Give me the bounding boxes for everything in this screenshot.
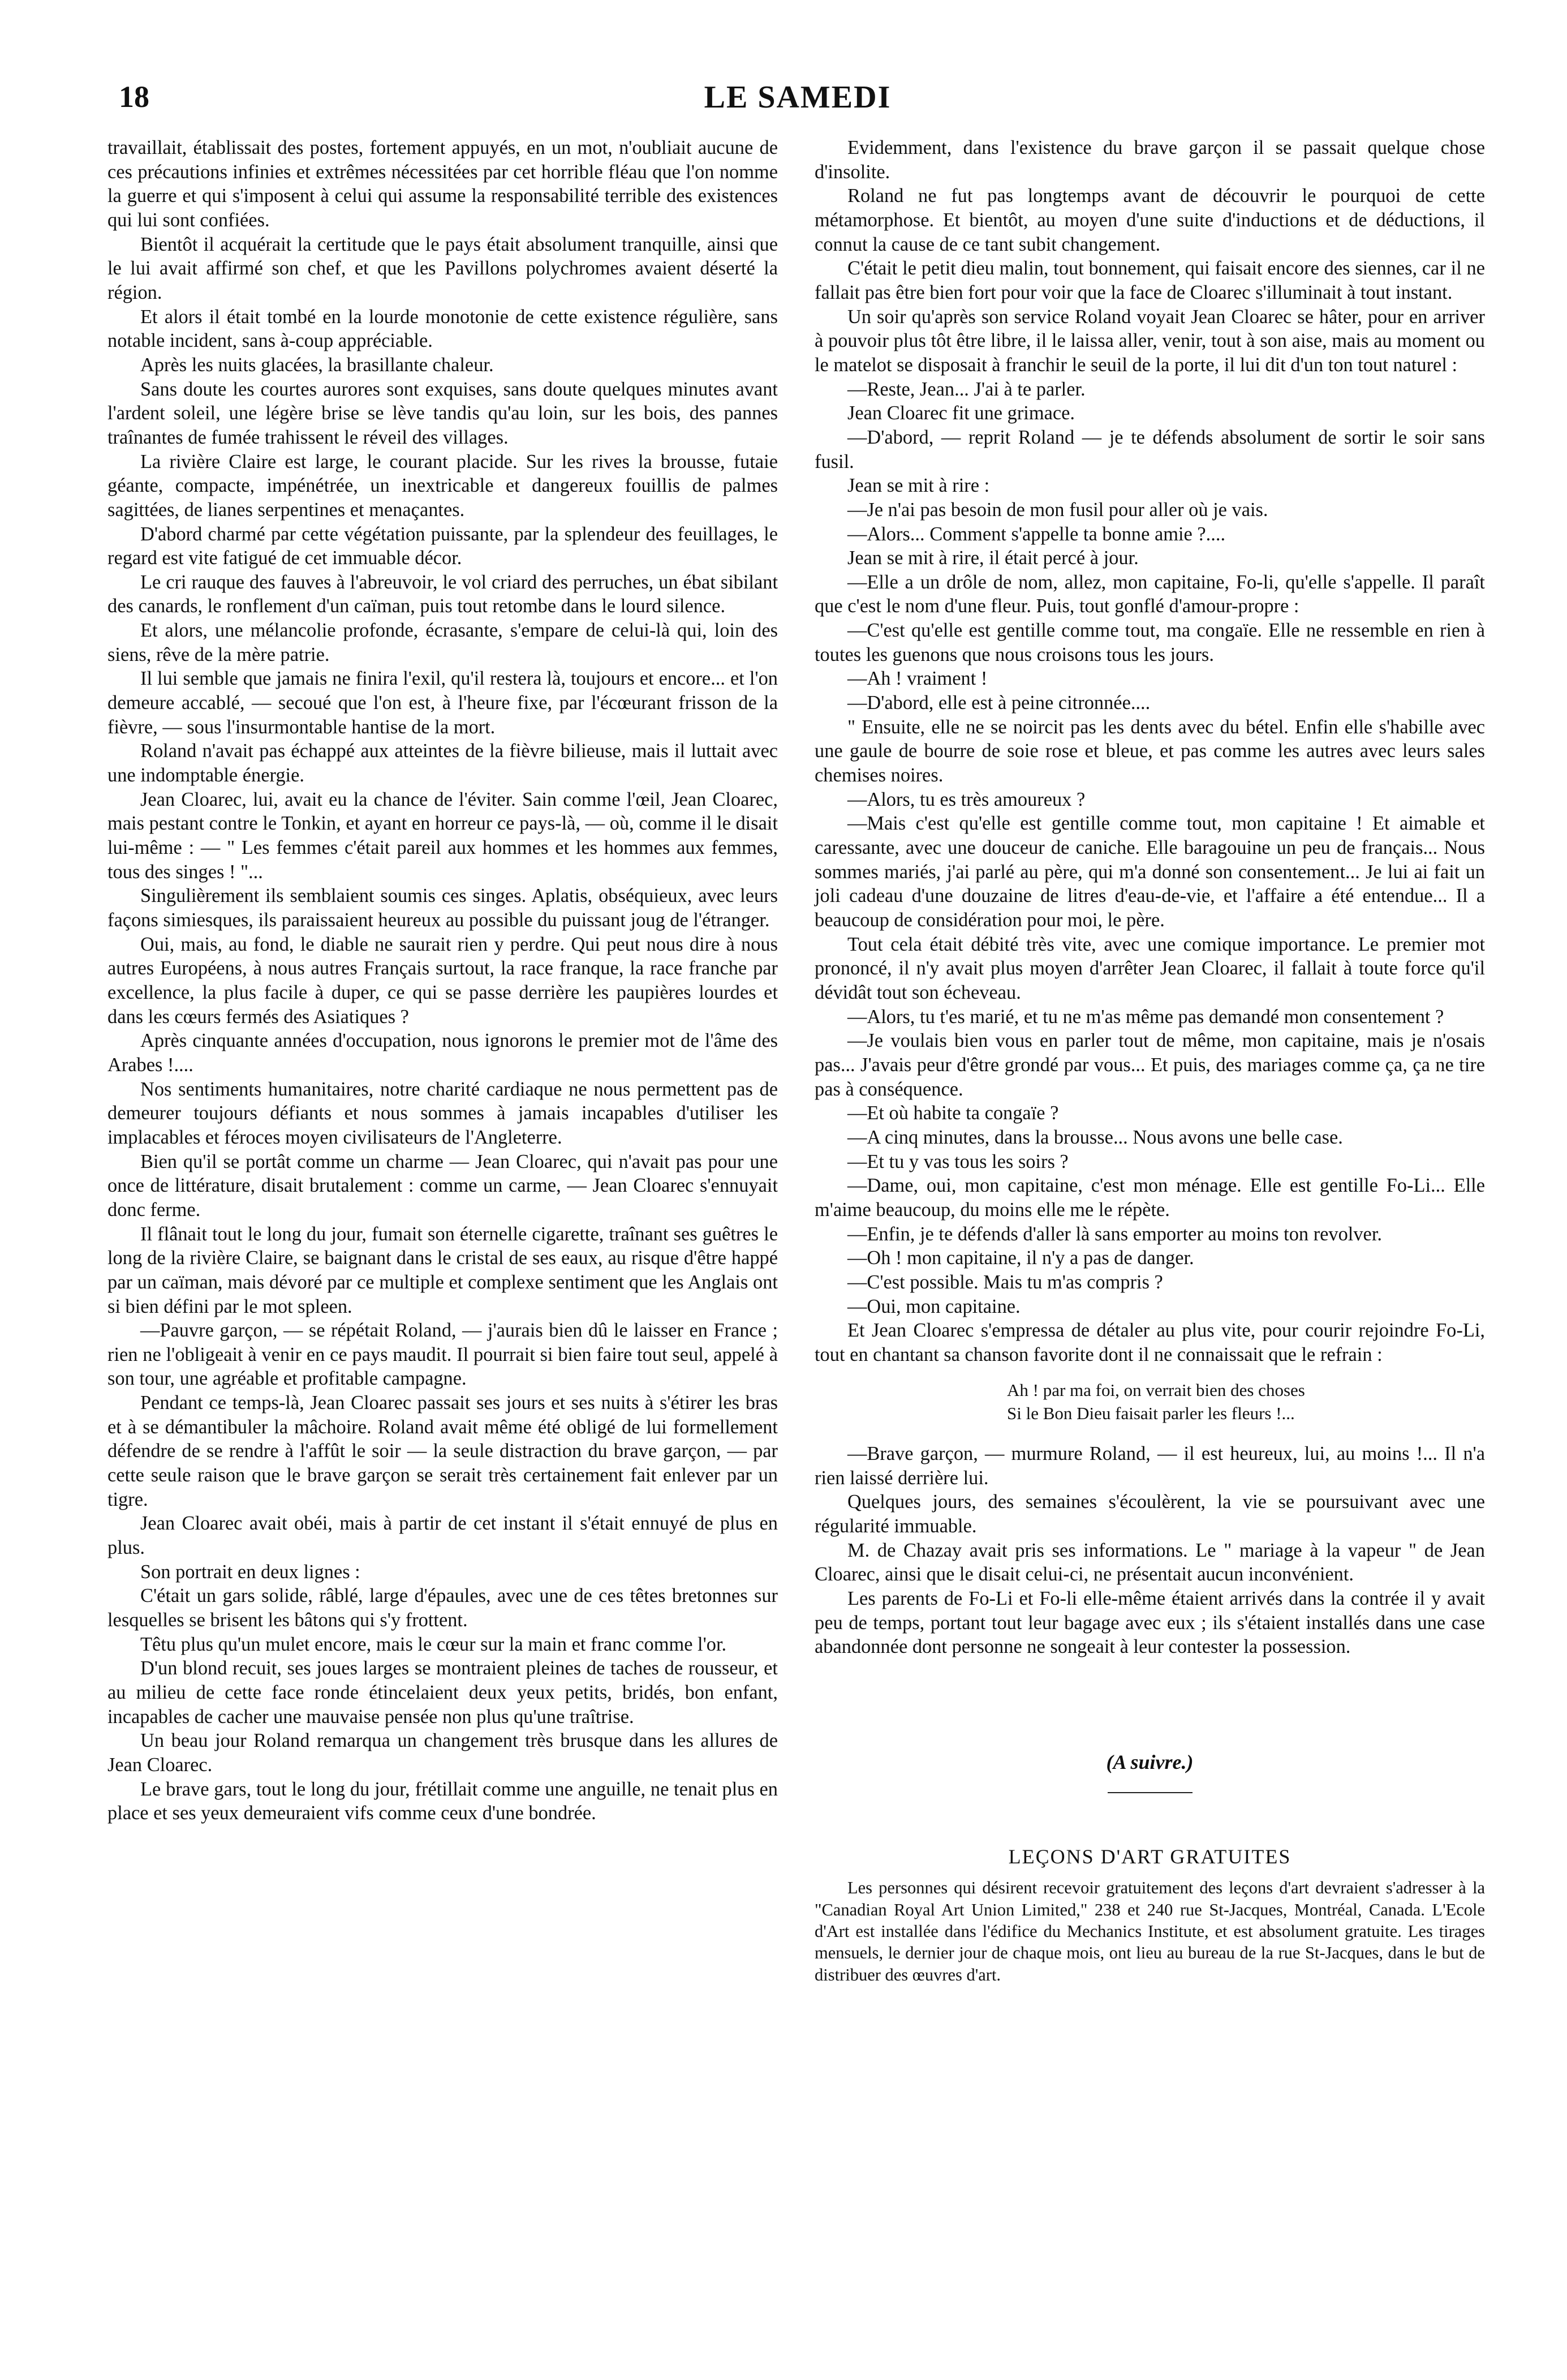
- paragraph: Singulièrement ils semblaient soumis ces singes. Aplatis, obséquieux, avec leurs façons simiesques, ils paraissaient heureux au possible du puissant joug de l'étranger.: [107, 885, 778, 931]
- dialogue-line: —Et tu y vas tous les soirs ?: [847, 1150, 1069, 1172]
- dialogue-line: —A cinq minutes, dans la brousse... Nous avons une belle case.: [847, 1126, 1343, 1148]
- paragraph: Jean Cloarec, lui, avait eu la chance de l'éviter. Sain comme l'œil, Jean Cloarec, mais pestant contre le Tonkin, et ayant en horreur ce pays-là, — où, comme il le disait lui-même : — " Les femmes c'était pareil aux hommes et les hommes aux femmes, tous des singes ! "...: [107, 788, 778, 883]
- notice-box: [815, 1844, 1485, 1986]
- paragraph: Quelques jours, des semaines s'écoulèrent, la vie se poursuivant avec une régularité immuable.: [815, 1491, 1485, 1537]
- paragraph: Le cri rauque des fauves à l'abreuvoir, le vol criard des perruches, un ébat sibilant des canards, le ronflement d'un caïman, puis tout retombe dans le lourd silence.: [107, 571, 778, 617]
- dialogue-line: —D'abord, elle est à peine citronnée....: [847, 692, 1151, 714]
- dialogue-line: —Alors... Comment s'appelle ta bonne amie ?....: [847, 523, 1226, 545]
- paragraph: Roland ne fut pas longtemps avant de découvrir le pourquoi de cette métamorphose. Et bientôt, au moyen d'une suite d'inductions et de déductions, il connut la cause de ce tant subit changement.: [815, 185, 1485, 255]
- paragraph: Jean se mit à rire :: [847, 475, 990, 497]
- paragraph: Son portrait en deux lignes :: [140, 1561, 360, 1583]
- dialogue-line: —Alors, tu t'es marié, et tu ne m'as même pas demandé mon consentement ?: [847, 1006, 1444, 1028]
- paragraph: Nos sentiments humanitaires, notre charité cardiaque ne nous permettent pas de demeurer toujours défiants et nous sommes à jamais incapables d'utiliser les implacables et féroces moyen civilisateurs de l'Angleterre.: [107, 1078, 778, 1148]
- paragraph: Tout cela était débité très vite, avec une comique importance. Le premier mot prononcé, il n'y avait plus moyen d'arrêter Jean Cloarec, il fallait à toute force qu'il dévidât tout son écheveau.: [815, 933, 1485, 1003]
- paragraph: Roland n'avait pas échappé aux atteintes de la fièvre bilieuse, mais il luttait avec une indomptable énergie.: [107, 740, 778, 787]
- dialogue-line: —Reste, Jean... J'ai à te parler.: [847, 378, 1086, 400]
- paragraph: Après cinquante années d'occupation, nous ignorons le premier mot de l'âme des Arabes !....: [107, 1030, 778, 1076]
- dialogue-line: —Alors, tu es très amoureux ?: [847, 788, 1086, 810]
- right-column: [815, 136, 1485, 1986]
- dialogue-line: —Et où habite ta congaïe ?: [847, 1102, 1059, 1124]
- dialogue-line: —Ah ! vraiment !: [847, 668, 988, 690]
- verse-line: Si le Bon Dieu faisait parler les fleurs !...: [1007, 1403, 1295, 1423]
- paragraph: Les parents de Fo-Li et Fo-li elle-même étaient arrivés dans la contrée il y avait peu de temps, portant tout leur bagage avec eux ; ils s'étaient installés dans une case abandonnée dont personne ne songeait à leur contester la possession.: [815, 1588, 1485, 1658]
- paragraph: Et alors, une mélancolie profonde, écrasante, s'empare de celui-là qui, loin des siens, rêve de la mère patrie.: [107, 620, 778, 665]
- paragraph: Et alors il était tombé en la lourde monotonie de cette existence régulière, sans notable incident, sans à-coup appréciable.: [107, 306, 778, 352]
- paragraph: Un soir qu'après son service Roland voyait Jean Cloarec se hâter, pour en arriver à pouvoir plus tôt être libre, il le laissa aller, venir, tout à son aise, mais au moment ou le matelot se disposait à franchir le seuil de la porte, il lui dit d'un ton tout naturel :: [815, 306, 1485, 376]
- paragraph: Jean Cloarec fit une grimace.: [847, 402, 1075, 424]
- paragraph: Têtu plus qu'un mulet encore, mais le cœur sur la main et franc comme l'or.: [140, 1633, 727, 1655]
- song-refrain: [1007, 1379, 1485, 1425]
- paragraph: Evidemment, dans l'existence du brave garçon il se passait quelque chose d'insolite.: [815, 137, 1485, 183]
- dialogue-line: —Dame, oui, mon capitaine, c'est mon ménage. Elle est gentille Fo-Li... Elle m'aime beaucoup, du moins elle me le répète.: [815, 1175, 1485, 1221]
- dialogue-line: —Oui, mon capitaine.: [847, 1295, 1021, 1317]
- paragraph: —Pauvre garçon, — se répétait Roland, — j'aurais bien dû le laisser en France ; rien ne l'obligeait à venir en ce pays maudit. Il pourrait si bien faire tout seul, appelé à son tour, une agréable et profitable campagne.: [107, 1320, 778, 1390]
- paragraph: Sans doute les courtes aurores sont exquises, sans doute quelques minutes avant l'ardent soleil, une légère brise se lève tandis qu'au loin, sur les bois, des pannes traînantes de fumée trahissent le réveil des villages.: [107, 378, 778, 448]
- paragraph: Jean Cloarec avait obéi, mais à partir de cet instant il s'était ennuyé de plus en plus.: [107, 1513, 778, 1559]
- paragraph: Jean se mit à rire, il était percé à jour.: [847, 547, 1139, 569]
- dialogue-line: —Elle a un drôle de nom, allez, mon capitaine, Fo-li, qu'elle s'appelle. Il paraît que c'est le nom d'une fleur. Puis, tout gonflé d'amour-propre :: [815, 571, 1485, 617]
- paragraph: Bien qu'il se portât comme un charme — Jean Cloarec, qui n'avait pas pour une once de littérature, disait brutalement : comme un carme, — Jean Cloarec s'ennuyait donc ferme.: [107, 1150, 778, 1221]
- paragraph: D'un blond recuit, ses joues larges se montraient pleines de taches de rousseur, et au milieu de cette face ronde étincelaient deux yeux petits, bridés, bon enfant, incapables de cacher une mauvaise pensée non plus qu'une traîtrise.: [107, 1657, 778, 1728]
- dialogue-line: —Enfin, je te défends d'aller là sans emporter au moins ton revolver.: [847, 1223, 1382, 1245]
- dialogue-line: —C'est possible. Mais tu m'as compris ?: [847, 1271, 1163, 1293]
- paragraph: Oui, mais, au fond, le diable ne saurait rien y perdre. Qui peut nous dire à nous autres Européens, à nous autres Français surtout, la race franque, la race franche par excellence, la plus facile à duper, ce qui se passe derrière les paupières lourdes et dans les cœurs fermés des Asiatiques ?: [107, 933, 778, 1028]
- paragraph: C'était le petit dieu malin, tout bonnement, qui faisait encore des siennes, car il ne fallait pas être bien fort pour voir que la face de Cloarec s'illuminait à tout instant.: [815, 257, 1485, 303]
- dialogue-line: —Je voulais bien vous en parler tout de même, mon capitaine, mais je n'osais pas... J'avais peur d'être grondé par vous... Et puis, des mariages comme ça, ça ne tire pas à conséquence.: [815, 1030, 1485, 1100]
- dialogue-line: —Brave garçon, — murmure Roland, — il est heureux, lui, au moins !... Il n'a rien laissé derrière lui.: [815, 1443, 1485, 1489]
- paragraph: Il flânait tout le long du jour, fumait son éternelle cigarette, traînant ses guêtres le long de la rivière Claire, se baignant dans le cristal de ses eaux, au risque d'être happé par un caïman, mais dévoré par ce multiple et complexe sentiment que les Anglais ont si bien défini par le mot spleen.: [107, 1223, 778, 1317]
- publication-title: LE SAMEDI: [704, 80, 892, 115]
- dialogue-line: —C'est qu'elle est gentille comme tout, ma congaïe. Elle ne ressemble en rien à toutes les guenons que nous croisons tous les jours.: [815, 620, 1485, 665]
- dialogue-line: —Mais c'est qu'elle est gentille comme tout, mon capitaine ! Et aimable et caressante, avec une douceur de caniche. Elle baragouine un peu de français... Nous sommes mariés, j'ai parlé au père, qui m'a donné son consentement... Je lui ai fait un joli cadeau d'une douzaine de litres d'eau-de-vie, et l'affaire a été entendue... Il a beaucoup de considération pour moi, le père.: [815, 813, 1485, 931]
- paragraph: La rivière Claire est large, le courant placide. Sur les rives la brousse, futaie géante, compacte, impénétrée, un inextricable et dangereux fouillis de palmes sagittées, de lianes serpentines et menaçantes.: [107, 450, 778, 521]
- notice-title: LEÇONS D'ART GRATUITES: [1008, 1845, 1292, 1868]
- paragraph: Bientôt il acquérait la certitude que le pays était absolument tranquille, ainsi que le lui avait affirmé son chef, et que les Pavillons polychromes avaient déserté la région.: [107, 233, 778, 303]
- paragraph: Un beau jour Roland remarqua un changement très brusque dans les allures de Jean Cloarec.: [107, 1730, 778, 1776]
- dialogue-line: —D'abord, — reprit Roland — je te défends absolument de sortir le soir sans fusil.: [815, 426, 1485, 472]
- paragraph: Et Jean Cloarec s'empressa de détaler au plus vite, pour courir rejoindre Fo-Li, tout en chantant sa chanson favorite dont il ne connaissait que le refrain :: [815, 1320, 1485, 1365]
- divider: [1108, 1792, 1193, 1793]
- paragraph: travaillait, établissait des postes, fortement appuyés, en un mot, n'oubliait aucune de ces précautions infinies et extrêmes nécessitées par cet horrible fléau que l'on nomme la guerre et qui s'imposent à celui qui assume la responsabilité terrible des existences qui lui sont confiées.: [107, 137, 778, 231]
- page-header: [102, 79, 1493, 124]
- notice-body: Les personnes qui désirent recevoir gratuitement des leçons d'art devraient s'adresser à la "Canadian Royal Art Union Limited," 238 et 240 rue St-Jacques, Montréal, Canada. L'Ecole d'Art est installée dans l'édifice du Mechanics Institute, et est absolument gratuite. Les tirages mensuels, le dernier jour de chaque mois, ont lieu au bureau de la rue St-Jacques, dans le but de distribuer des œuvres d'art.: [815, 1878, 1485, 1984]
- paragraph: Il lui semble que jamais ne finira l'exil, qu'il restera là, toujours et encore... et l'on demeure accablé, — secoué que l'on est, à l'heure fixe, par l'écœurant frisson de la fièvre, — sous l'insurmontable hantise de la mort.: [107, 668, 778, 738]
- verse-line: Ah ! par ma foi, on verrait bien des choses: [1007, 1380, 1305, 1400]
- paragraph: Après les nuits glacées, la brasillante chaleur.: [140, 354, 494, 376]
- paragraph: D'abord charmé par cette végétation puissante, par la splendeur des feuillages, le regard est vite fatigué de cet immuable décor.: [107, 523, 778, 569]
- page-number: 18: [119, 80, 149, 114]
- paragraph: C'était un gars solide, râblé, large d'épaules, avec une de ces têtes bretonnes sur lesquelles se brisent les bâtons qui s'y frottent.: [107, 1585, 778, 1631]
- paragraph: Le brave gars, tout le long du jour, frétillait comme une anguille, ne tenait plus en place et ses yeux demeuraient vifs comme ceux d'une bondrée.: [107, 1778, 778, 1824]
- dialogue-line: —Je n'ai pas besoin de mon fusil pour aller où je vais.: [847, 499, 1268, 521]
- to-be-continued: (A suivre.): [1106, 1750, 1194, 1773]
- dialogue-line: —Oh ! mon capitaine, il n'y a pas de danger.: [847, 1247, 1194, 1269]
- paragraph: Pendant ce temps-là, Jean Cloarec passait ses jours et ses nuits à s'étirer les bras et à se démantibuler la mâchoire. Roland avait même été obligé de lui formellement défendre de se rendre à l'affût le soir — la seule distraction du brave garçon, — par cette seule raison que le brave garçon se serait très certainement fait enlever par un tigre.: [107, 1392, 778, 1510]
- dialogue-line: " Ensuite, elle ne se noircit pas les dents avec du bétel. Enfin elle s'habille avec une gaule de bourre de soie rose et bleue, et pas comme les autres avec leurs sales chemises noires.: [815, 716, 1485, 787]
- paragraph: M. de Chazay avait pris ses informations. Le " mariage à la vapeur " de Jean Cloarec, ainsi que le disait celui-ci, ne présentait aucun inconvénient.: [815, 1539, 1485, 1586]
- left-column: [107, 136, 778, 1825]
